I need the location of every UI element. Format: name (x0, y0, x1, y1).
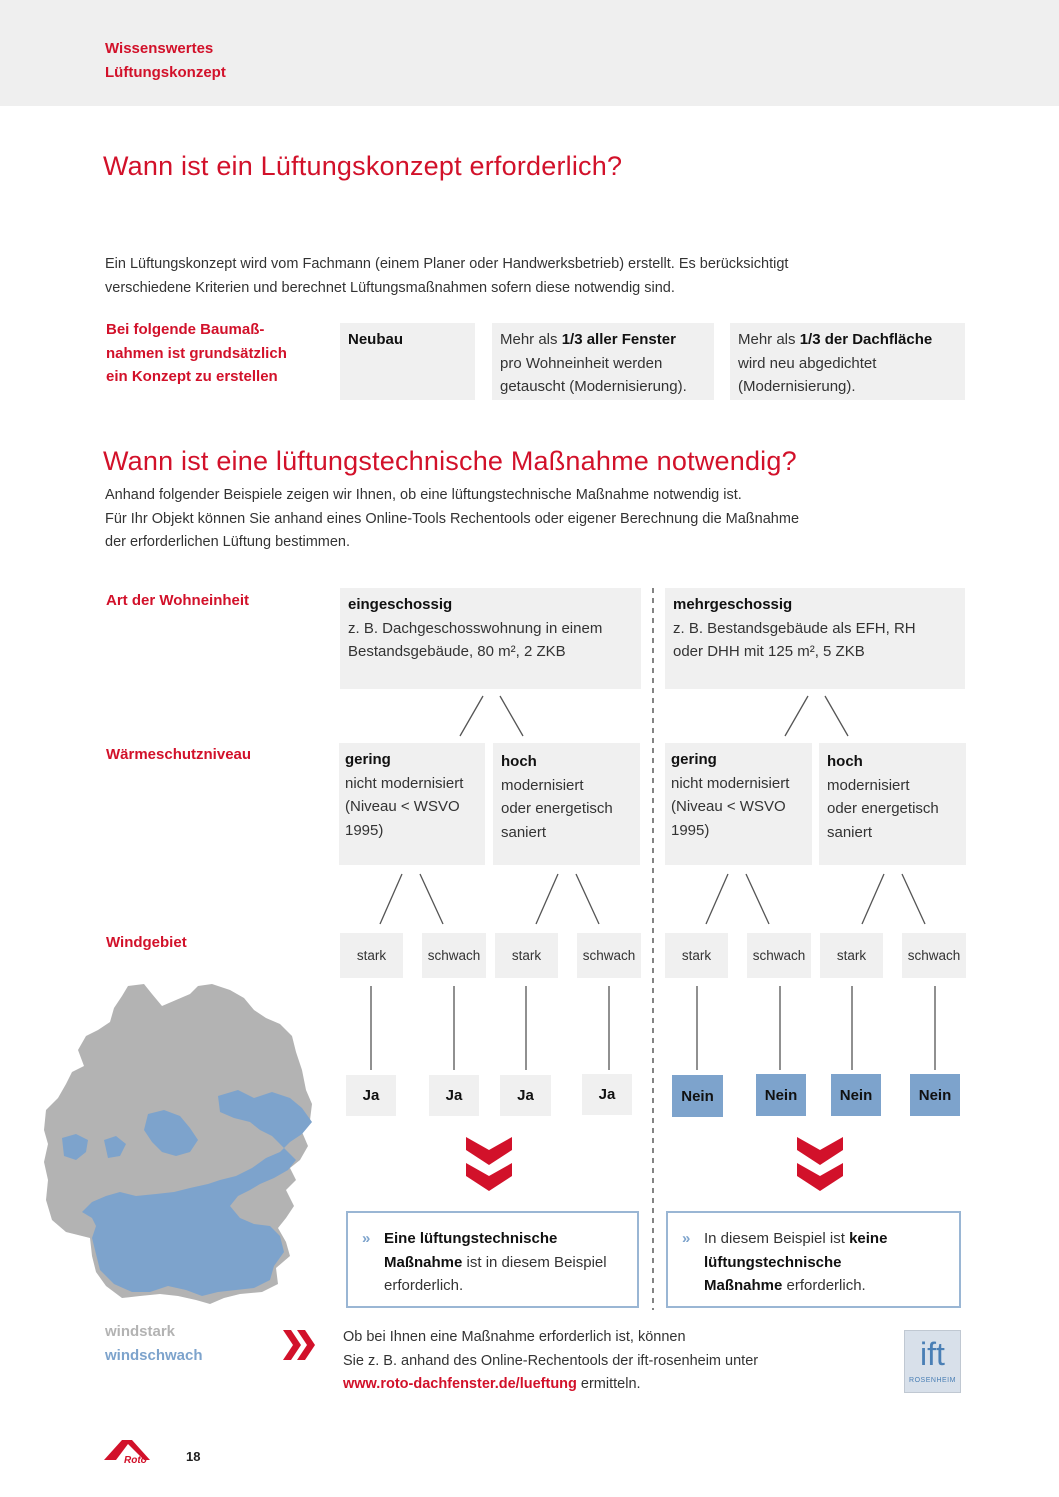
insulation-high-line-2: oder energetisch (827, 800, 939, 817)
wind-strong-2: stark (495, 933, 558, 978)
windows-criterion-d: getauscht (Modernisierung). (500, 378, 687, 395)
construction-label-line-3: ein Konzept zu erstellen (106, 368, 278, 385)
section2-title: Wann ist eine lüftungstechnische Maßnahme notwendig? (103, 446, 797, 476)
double-chevron-icon: » (682, 1230, 691, 1247)
wind-weak-4: schwach (902, 933, 966, 978)
map-legend (105, 1320, 203, 1367)
outcome-no-3: Nein (831, 1074, 881, 1116)
roof-criterion-d: (Modernisierung). (738, 378, 856, 395)
label-insulation-level: Wärmeschutzniveau (106, 746, 252, 763)
single-storey-line-2: Bestandsgebäude, 80 m², 2 ZKB (348, 643, 566, 660)
construction-label-line-1: Bei folgende Baumaß- (106, 321, 265, 338)
result-required-a: Eine lüftungstechnische (384, 1230, 558, 1247)
multi-storey-title: mehrgeschossig (673, 596, 793, 613)
multi-storey-box (665, 588, 965, 689)
insulation-low-line-1: nicht modernisiert (671, 774, 790, 792)
insulation-high-box-right (819, 743, 966, 865)
insulation-high-title: hoch (827, 753, 863, 770)
insulation-high-line-3: saniert (827, 823, 873, 841)
label-dwelling-type: Art der Wohneinheit (106, 592, 250, 609)
wind-strong-1: stark (340, 933, 403, 978)
wind-weak-3: schwach (747, 933, 811, 978)
roof-criterion-a: Mehr als (738, 331, 800, 348)
page-number: 18 (186, 1449, 201, 1464)
section2-intro-line-1: Anhand folgender Beispiele zeigen wir Ihnen, ob eine lüftungstechnische Maßnahme notwendig ist. (105, 487, 742, 503)
insulation-high-line-3: saniert (501, 823, 547, 841)
roto-ventilation-link[interactable]: www.roto-dachfenster.de/lueftung (343, 1376, 577, 1392)
online-tool-note-line-2: Sie z. B. anhand des Online-Rechentools der ift-rosenheim unter (343, 1352, 759, 1369)
outcome-yes-3: Ja (500, 1075, 551, 1116)
red-double-arrow-icon (283, 1330, 317, 1360)
insulation-low-line-3: 1995) (345, 821, 384, 839)
insulation-high-box-left (493, 743, 640, 865)
outcome-yes-1: Ja (346, 1075, 396, 1116)
online-tool-note-line-1: Ob bei Ihnen eine Maßnahme erforderlich ist, können (343, 1329, 686, 1345)
outcome-yes-2: Ja (429, 1075, 479, 1116)
windows-criterion-c: pro Wohneinheit werden (500, 354, 663, 372)
outcome-no-2: Nein (756, 1074, 806, 1116)
wind-strong-3: stark (665, 933, 728, 978)
wind-weak-2: schwach (577, 933, 641, 978)
insulation-low-title: gering (671, 751, 717, 768)
wind-strong-4: stark (820, 933, 883, 978)
online-tool-note-end: ermitteln. (576, 1376, 641, 1392)
multi-storey-line-1: z. B. Bestandsgebäude als EFH, RH (673, 619, 916, 637)
insulation-low-title: gering (345, 751, 391, 768)
outcome-yes-4: Ja (582, 1074, 632, 1115)
section2-intro-line-2: Für Ihr Objekt können Sie anhand eines Online-Tools Rechentools oder eigener Berechnung die Maßnahme (105, 510, 800, 527)
single-storey-title: eingeschossig (348, 596, 453, 613)
roof-criterion-b: 1/3 der Dachfläche (799, 331, 933, 348)
single-storey-line-1: z. B. Dachgeschosswohnung in einem (348, 619, 603, 637)
insulation-high-line-1: modernisiert (501, 776, 584, 794)
construction-label-line-2: nahmen ist grundsätzlich (106, 344, 287, 362)
outcome-no-1: Nein (672, 1075, 723, 1117)
wind-weak-1: schwach (422, 933, 486, 978)
legend-windstark: windstark (105, 1323, 176, 1340)
section2-intro-line-3: der erforderlichen Lüftung bestimmen. (105, 534, 351, 550)
insulation-low-box-left (339, 743, 485, 865)
section1-intro-line-1: Ein Lüftungskonzept wird vom Fachmann (einem Planer oder Handwerksbetrieb) erstellt. Es berücksichtigt (105, 256, 789, 272)
result-required-box (346, 1211, 639, 1308)
result-not-required-box (666, 1211, 961, 1308)
result-not-required-b: keine (849, 1230, 888, 1247)
single-storey-box (340, 588, 641, 689)
ift-rosenheim-logo (904, 1330, 961, 1393)
roto-logo (104, 1438, 160, 1464)
result-required-c: ist in diesem Beispiel (462, 1253, 607, 1271)
new-build-label: Neubau (348, 331, 404, 348)
insulation-low-line-2: (Niveau < WSVO (345, 798, 460, 815)
result-required-b: Maßnahme (384, 1253, 463, 1271)
insulation-low-line-2: (Niveau < WSVO (671, 798, 786, 815)
insulation-low-box-right (665, 743, 812, 865)
ift-logo-subtext: ROSENHEIM (909, 1377, 956, 1384)
outcome-no-4: Nein (910, 1074, 960, 1116)
windows-criterion-a: Mehr als (500, 331, 562, 348)
section1-title: Wann ist ein Lüftungskonzept erforderlich? (103, 151, 623, 181)
roto-logo-text: Roto (124, 1455, 147, 1464)
result-not-required-c: lüftungstechnische (704, 1253, 842, 1271)
result-required-d: erforderlich. (384, 1277, 464, 1294)
insulation-low-line-1: nicht modernisiert (345, 774, 464, 792)
double-chevron-icon: » (362, 1230, 371, 1247)
result-not-required-e: erforderlich. (782, 1277, 866, 1294)
breadcrumb-line-2: Lüftungskonzept (105, 64, 226, 81)
insulation-high-line-2: oder energetisch (501, 800, 613, 817)
insulation-high-title: hoch (501, 753, 537, 770)
result-not-required-a: In diesem Beispiel ist (704, 1230, 850, 1247)
multi-storey-line-2: oder DHH mit 125 m², 5 ZKB (673, 643, 865, 660)
section1-intro-line-2: verschiedene Kriterien und berechnet Lüftungsmaßnahmen sofern diese notwendig sind. (105, 279, 675, 296)
roof-criterion-c: wird neu abgedichtet (738, 354, 877, 372)
insulation-low-line-3: 1995) (671, 821, 710, 839)
ift-logo-text: ift (920, 1336, 945, 1372)
insulation-high-line-1: modernisiert (827, 776, 910, 794)
germany-wind-map (40, 980, 320, 1315)
windows-criterion-b: 1/3 aller Fenster (561, 331, 676, 348)
legend-windschwach: windschwach (105, 1346, 203, 1364)
breadcrumb-line-1: Wissenswertes (105, 40, 214, 57)
label-wind-zone: Windgebiet (106, 934, 187, 951)
result-not-required-d: Maßnahme (704, 1277, 783, 1294)
online-tool-note (343, 1326, 758, 1397)
